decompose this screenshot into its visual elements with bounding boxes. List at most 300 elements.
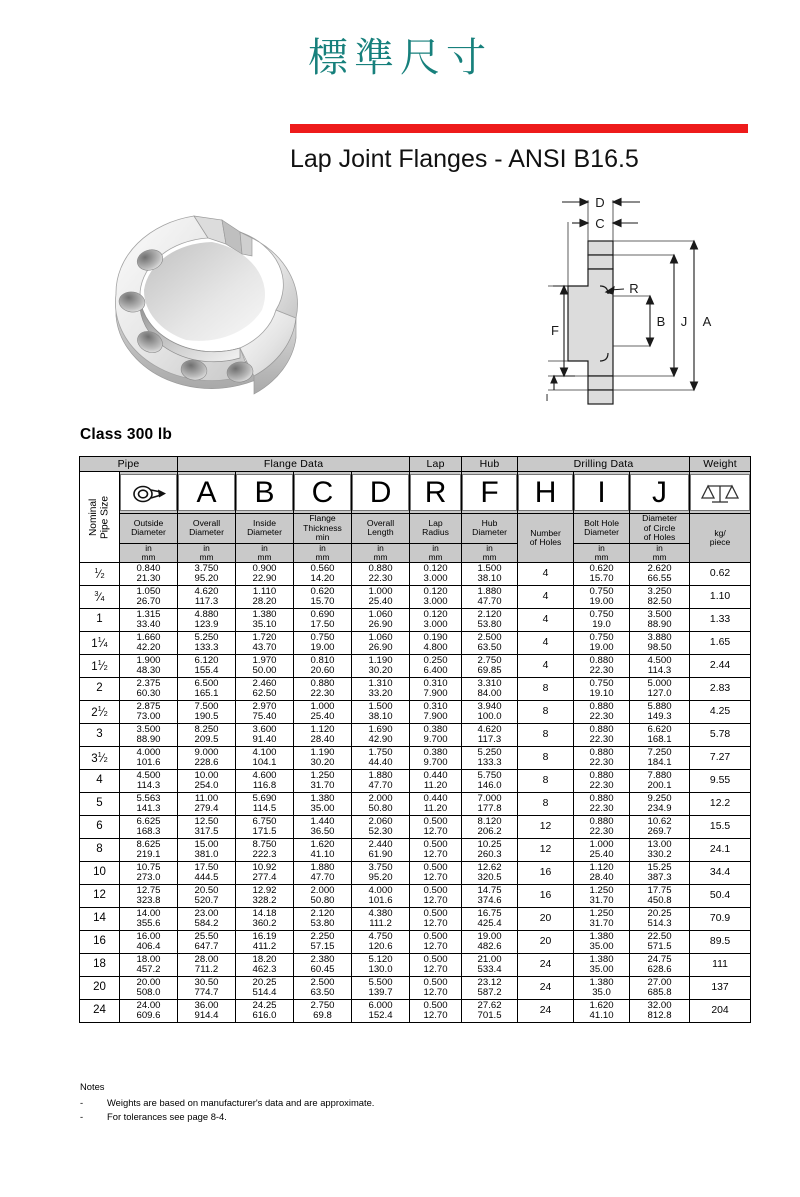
cell-weight: 1.65	[690, 632, 751, 655]
table-row	[80, 586, 751, 609]
cell-flange-thickness: 1.620 41.10	[294, 839, 352, 862]
cell-lap-radius: 0.190 4.800	[410, 632, 462, 655]
cell-number-of-holes: 4	[518, 563, 574, 586]
cell-hub-diameter: 1.880 47.70	[462, 586, 518, 609]
units-bolt-hole-diameter: in mm	[574, 543, 630, 562]
cell-weight: 7.27	[690, 747, 751, 770]
cell-nominal-pipe-size: 10	[80, 862, 120, 885]
cell-outside-diameter: 2.875 73.00	[120, 701, 178, 724]
cell-weight: 15.5	[690, 816, 751, 839]
cell-diameter-of-circle: 6.620 168.1	[630, 724, 690, 747]
cell-flange-thickness: 1.190 30.20	[294, 747, 352, 770]
cell-weight: 9.55	[690, 770, 751, 793]
cell-flange-thickness: 1.880 47.70	[294, 862, 352, 885]
cell-inside-diameter: 4.600 116.8	[236, 770, 294, 793]
cell-hub-diameter: 23.12 587.2	[462, 977, 518, 1000]
cell-nominal-pipe-size: 8	[80, 839, 120, 862]
cell-overall-diameter: 11.00 279.4	[178, 793, 236, 816]
cell-lap-radius: 0.500 12.70	[410, 885, 462, 908]
cell-number-of-holes: 8	[518, 678, 574, 701]
cell-outside-diameter: 14.00 355.6	[120, 908, 178, 931]
table-row	[80, 839, 751, 862]
symbol-cell-I: I	[574, 472, 630, 514]
symbol-cell-R: R	[410, 472, 462, 514]
cell-inside-diameter: 18.20 462.3	[236, 954, 294, 977]
note-text: Weights are based on manufacturer's data and are approximate.	[107, 1096, 375, 1108]
table-description-row	[80, 514, 751, 544]
cell-bolt-hole-diameter: 0.750 19.00	[574, 632, 630, 655]
cell-overall-diameter: 3.750 95.20	[178, 563, 236, 586]
cell-number-of-holes: 4	[518, 586, 574, 609]
cell-diameter-of-circle: 9.250 234.9	[630, 793, 690, 816]
cell-number-of-holes: 24	[518, 1000, 574, 1023]
cell-inside-diameter: 1.720 43.70	[236, 632, 294, 655]
cell-diameter-of-circle: 24.75 628.6	[630, 954, 690, 977]
flange-isometric-illustration	[86, 196, 318, 418]
cell-number-of-holes: 16	[518, 885, 574, 908]
table-units-row	[80, 543, 751, 562]
units-overall-length: in mm	[352, 543, 410, 562]
table-row	[80, 655, 751, 678]
cell-overall-diameter: 8.250 209.5	[178, 724, 236, 747]
table-row	[80, 724, 751, 747]
class-label: Class 300 lb	[80, 426, 173, 443]
cell-diameter-of-circle: 15.25 387.3	[630, 862, 690, 885]
desc-lap-radius: Lap Radius	[410, 514, 462, 544]
cell-flange-thickness: 2.380 60.45	[294, 954, 352, 977]
cell-hub-diameter: 4.620 117.3	[462, 724, 518, 747]
group-header-flange-data: Flange Data	[178, 457, 410, 472]
cell-inside-diameter: 3.600 91.40	[236, 724, 294, 747]
cell-weight: 111	[690, 954, 751, 977]
units-diameter-of-circle: in mm	[630, 543, 690, 562]
cell-flange-thickness: 2.000 50.80	[294, 885, 352, 908]
group-header-pipe: Pipe	[80, 457, 178, 472]
cell-overall-diameter: 25.50 647.7	[178, 931, 236, 954]
cell-lap-radius: 0.380 9.700	[410, 724, 462, 747]
cell-overall-length: 5.120 130.0	[352, 954, 410, 977]
cell-inside-diameter: 4.100 104.1	[236, 747, 294, 770]
cell-flange-thickness: 0.810 20.60	[294, 655, 352, 678]
cell-inside-diameter: 1.970 50.00	[236, 655, 294, 678]
cell-inside-diameter: 1.380 35.10	[236, 609, 294, 632]
cell-inside-diameter: 6.750 171.5	[236, 816, 294, 839]
cell-diameter-of-circle: 20.25 514.3	[630, 908, 690, 931]
cell-lap-radius: 0.500 12.70	[410, 977, 462, 1000]
cell-nominal-pipe-size: 6	[80, 816, 120, 839]
cell-inside-diameter: 12.92 328.2	[236, 885, 294, 908]
cell-nominal-pipe-size: 2	[80, 678, 120, 701]
cell-nominal-pipe-size: 14	[80, 908, 120, 931]
cell-number-of-holes: 20	[518, 931, 574, 954]
cell-weight: 204	[690, 1000, 751, 1023]
desc-flange-thickness: Flange Thickness min	[294, 514, 352, 544]
cell-nominal-pipe-size: 1	[80, 609, 120, 632]
pipe-icon	[120, 474, 177, 511]
cell-overall-length: 6.000 152.4	[352, 1000, 410, 1023]
cell-bolt-hole-diameter: 1.380 35.00	[574, 931, 630, 954]
units-flange-thickness: in mm	[294, 543, 352, 562]
desc-overall-length: Overall Length	[352, 514, 410, 544]
cell-diameter-of-circle: 7.880 200.1	[630, 770, 690, 793]
table-row	[80, 1000, 751, 1023]
accent-bar	[290, 124, 748, 133]
cell-flange-thickness: 1.120 28.40	[294, 724, 352, 747]
symbol-cell-J: J	[630, 472, 690, 514]
cell-weight: 34.4	[690, 862, 751, 885]
cell-lap-radius: 0.120 3.000	[410, 563, 462, 586]
cell-bolt-hole-diameter: 0.750 19.10	[574, 678, 630, 701]
cell-overall-diameter: 6.120 155.4	[178, 655, 236, 678]
cell-hub-diameter: 21.00 533.4	[462, 954, 518, 977]
cell-diameter-of-circle: 13.00 330.2	[630, 839, 690, 862]
cell-flange-thickness: 2.250 57.15	[294, 931, 352, 954]
cell-hub-diameter: 14.75 374.6	[462, 885, 518, 908]
note-text: For tolerances see page 8-4.	[107, 1111, 227, 1123]
cell-inside-diameter: 8.750 222.3	[236, 839, 294, 862]
cell-lap-radius: 0.120 3.000	[410, 586, 462, 609]
table-row	[80, 747, 751, 770]
cell-nominal-pipe-size: 20	[80, 977, 120, 1000]
table-row	[80, 770, 751, 793]
table-row	[80, 908, 751, 931]
cell-hub-diameter: 3.310 84.00	[462, 678, 518, 701]
dim-label-B: B	[656, 314, 666, 329]
cell-overall-length: 3.750 95.20	[352, 862, 410, 885]
note-dash: -	[80, 1111, 84, 1123]
symbol-cell-D: D	[352, 472, 410, 514]
cell-outside-diameter: 2.375 60.30	[120, 678, 178, 701]
cell-outside-diameter: 24.00 609.6	[120, 1000, 178, 1023]
cell-nominal-pipe-size: 16	[80, 931, 120, 954]
cell-inside-diameter: 2.970 75.40	[236, 701, 294, 724]
cell-outside-diameter: 8.625 219.1	[120, 839, 178, 862]
dim-label-A: A	[702, 314, 712, 329]
units-outside-diameter: in mm	[120, 543, 178, 562]
cell-lap-radius: 0.310 7.900	[410, 701, 462, 724]
cell-weight: 70.9	[690, 908, 751, 931]
cell-weight: 137	[690, 977, 751, 1000]
cell-number-of-holes: 24	[518, 977, 574, 1000]
cell-outside-diameter: 1.660 42.20	[120, 632, 178, 655]
symbol-cell-weight	[690, 472, 751, 514]
table-row	[80, 701, 751, 724]
cell-flange-thickness: 1.250 31.70	[294, 770, 352, 793]
cell-weight: 24.1	[690, 839, 751, 862]
table-row	[80, 563, 751, 586]
cell-overall-length: 1.690 42.90	[352, 724, 410, 747]
cell-hub-diameter: 2.120 53.80	[462, 609, 518, 632]
cell-weight: 50.4	[690, 885, 751, 908]
group-header-drilling-data: Drilling Data	[518, 457, 690, 472]
cell-nominal-pipe-size: $^1$⁄2	[80, 563, 120, 586]
cell-bolt-hole-diameter: 1.380 35.0	[574, 977, 630, 1000]
cell-weight: 89.5	[690, 931, 751, 954]
cell-outside-diameter: 1.315 33.40	[120, 609, 178, 632]
cell-lap-radius: 0.440 11.20	[410, 770, 462, 793]
cell-number-of-holes: 8	[518, 793, 574, 816]
cell-flange-thickness: 0.560 14.20	[294, 563, 352, 586]
cell-lap-radius: 0.120 3.000	[410, 609, 462, 632]
cell-overall-diameter: 7.500 190.5	[178, 701, 236, 724]
cell-weight: 2.83	[690, 678, 751, 701]
cell-overall-diameter: 15.00 381.0	[178, 839, 236, 862]
cell-number-of-holes: 12	[518, 839, 574, 862]
cell-lap-radius: 0.500 12.70	[410, 816, 462, 839]
cell-bolt-hole-diameter: 0.880 22.30	[574, 793, 630, 816]
cell-weight: 5.78	[690, 724, 751, 747]
cell-inside-diameter: 10.92 277.4	[236, 862, 294, 885]
cell-flange-thickness: 2.500 63.50	[294, 977, 352, 1000]
cell-hub-diameter: 10.25 260.3	[462, 839, 518, 862]
cell-nominal-pipe-size: 5	[80, 793, 120, 816]
cell-diameter-of-circle: 22.50 571.5	[630, 931, 690, 954]
scale-icon	[690, 474, 750, 511]
cell-lap-radius: 0.500 12.70	[410, 862, 462, 885]
cell-overall-length: 4.750 120.6	[352, 931, 410, 954]
dim-label-C: C	[595, 216, 605, 231]
dim-label-R: R	[629, 281, 639, 296]
cell-nominal-pipe-size: 12	[80, 885, 120, 908]
cell-flange-thickness: 0.880 22.30	[294, 678, 352, 701]
symbol-cell-B: B	[236, 472, 294, 514]
cell-number-of-holes: 4	[518, 632, 574, 655]
cell-nominal-pipe-size: $1^1⁄4$	[80, 632, 120, 655]
cell-bolt-hole-diameter: 0.880 22.30	[574, 747, 630, 770]
group-header-weight: Weight	[690, 457, 751, 472]
cell-outside-diameter: 1.050 26.70	[120, 586, 178, 609]
cell-inside-diameter: 0.900 22.90	[236, 563, 294, 586]
cell-outside-diameter: 3.500 88.90	[120, 724, 178, 747]
table-row	[80, 885, 751, 908]
group-header-hub: Hub	[462, 457, 518, 472]
cell-number-of-holes: 8	[518, 724, 574, 747]
cell-diameter-of-circle: 17.75 450.8	[630, 885, 690, 908]
cell-weight: 0.62	[690, 563, 751, 586]
table-symbol-row	[80, 472, 751, 514]
desc-diameter-of-circle: Diameter of Circle of Holes	[630, 514, 690, 544]
cell-bolt-hole-diameter: 1.380 35.00	[574, 954, 630, 977]
cell-overall-diameter: 20.50 520.7	[178, 885, 236, 908]
cell-flange-thickness: 2.750 69.8	[294, 1000, 352, 1023]
cell-overall-length: 0.880 22.30	[352, 563, 410, 586]
cell-nominal-pipe-size: $2^1⁄2$	[80, 701, 120, 724]
cell-hub-diameter: 2.750 69.85	[462, 655, 518, 678]
cell-inside-diameter: 16.19 411.2	[236, 931, 294, 954]
cell-inside-diameter: 20.25 514.4	[236, 977, 294, 1000]
cell-diameter-of-circle: 3.500 88.90	[630, 609, 690, 632]
cell-diameter-of-circle: 4.500 114.3	[630, 655, 690, 678]
cell-number-of-holes: 24	[518, 954, 574, 977]
symbol-cell-pipe	[120, 472, 178, 514]
cell-flange-thickness: 1.000 25.40	[294, 701, 352, 724]
cell-outside-diameter: 16.00 406.4	[120, 931, 178, 954]
cell-flange-thickness: 2.120 53.80	[294, 908, 352, 931]
cell-flange-thickness: 0.750 19.00	[294, 632, 352, 655]
page-title-cn: 標準尺寸	[308, 35, 492, 81]
cell-flange-thickness: 1.440 36.50	[294, 816, 352, 839]
cell-overall-length: 2.000 50.80	[352, 793, 410, 816]
cell-overall-diameter: 6.500 165.1	[178, 678, 236, 701]
symbol-cell-C: C	[294, 472, 352, 514]
desc-weight-units: kg/ piece	[690, 514, 751, 563]
cell-bolt-hole-diameter: 0.880 22.30	[574, 770, 630, 793]
table-row	[80, 609, 751, 632]
cell-overall-diameter: 5.250 133.3	[178, 632, 236, 655]
cell-flange-thickness: 0.690 17.50	[294, 609, 352, 632]
group-header-lap: Lap	[410, 457, 462, 472]
cell-inside-diameter: 1.110 28.20	[236, 586, 294, 609]
cell-nominal-pipe-size: 18	[80, 954, 120, 977]
table-row	[80, 816, 751, 839]
note-item	[80, 1110, 680, 1125]
desc-hub-diameter: Hub Diameter	[462, 514, 518, 544]
units-inside-diameter: in mm	[236, 543, 294, 562]
cell-overall-length: 4.380 111.2	[352, 908, 410, 931]
cell-overall-length: 1.000 25.40	[352, 586, 410, 609]
cell-lap-radius: 0.500 12.70	[410, 839, 462, 862]
cell-overall-diameter: 12.50 317.5	[178, 816, 236, 839]
cell-bolt-hole-diameter: 0.620 15.70	[574, 563, 630, 586]
symbol-cell-H: H	[518, 472, 574, 514]
cell-lap-radius: 0.500 12.70	[410, 931, 462, 954]
cell-diameter-of-circle: 5.880 149.3	[630, 701, 690, 724]
notes-section	[80, 1080, 680, 1125]
cell-overall-length: 2.060 52.30	[352, 816, 410, 839]
cell-bolt-hole-diameter: 1.120 28.40	[574, 862, 630, 885]
notes-title: Notes	[80, 1081, 105, 1092]
desc-number-of-holes: Number of Holes	[518, 514, 574, 563]
cell-bolt-hole-diameter: 1.000 25.40	[574, 839, 630, 862]
dim-label-I: I	[545, 393, 549, 404]
cell-diameter-of-circle: 10.62 269.7	[630, 816, 690, 839]
cell-number-of-holes: 8	[518, 770, 574, 793]
cell-overall-diameter: 4.880 123.9	[178, 609, 236, 632]
table-body	[80, 563, 751, 1023]
cell-number-of-holes: 8	[518, 701, 574, 724]
cell-inside-diameter: 24.25 616.0	[236, 1000, 294, 1023]
cell-overall-diameter: 28.00 711.2	[178, 954, 236, 977]
cell-nominal-pipe-size: 4	[80, 770, 120, 793]
cell-bolt-hole-diameter: 0.880 22.30	[574, 816, 630, 839]
cell-bolt-hole-diameter: 1.620 41.10	[574, 1000, 630, 1023]
cell-lap-radius: 0.500 12.70	[410, 908, 462, 931]
desc-outside-diameter: Outside Diameter	[120, 514, 178, 544]
cell-overall-length: 4.000 101.6	[352, 885, 410, 908]
cell-diameter-of-circle: 27.00 685.8	[630, 977, 690, 1000]
flange-section-drawing	[528, 186, 728, 411]
cell-diameter-of-circle: 5.000 127.0	[630, 678, 690, 701]
cell-flange-thickness: 1.380 35.00	[294, 793, 352, 816]
symbol-cell-F: F	[462, 472, 518, 514]
cell-outside-diameter: 6.625 168.3	[120, 816, 178, 839]
cell-outside-diameter: 1.900 48.30	[120, 655, 178, 678]
cell-inside-diameter: 14.18 360.2	[236, 908, 294, 931]
note-dash: -	[80, 1096, 84, 1108]
symbol-cell-A: A	[178, 472, 236, 514]
cell-lap-radius: 0.310 7.900	[410, 678, 462, 701]
table-row	[80, 793, 751, 816]
table-row	[80, 678, 751, 701]
cell-diameter-of-circle: 2.620 66.55	[630, 563, 690, 586]
cell-overall-length: 1.750 44.40	[352, 747, 410, 770]
cell-hub-diameter: 5.750 146.0	[462, 770, 518, 793]
cell-number-of-holes: 12	[518, 816, 574, 839]
table-group-header-row	[80, 457, 751, 472]
cell-number-of-holes: 4	[518, 609, 574, 632]
cell-hub-diameter: 3.940 100.0	[462, 701, 518, 724]
cell-overall-length: 1.060 26.90	[352, 609, 410, 632]
nominal-pipe-size-header: Nominal Pipe Size	[80, 472, 120, 563]
cell-weight: 4.25	[690, 701, 751, 724]
cell-lap-radius: 0.440 11.20	[410, 793, 462, 816]
cell-hub-diameter: 19.00 482.6	[462, 931, 518, 954]
cell-overall-diameter: 30.50 774.7	[178, 977, 236, 1000]
note-item	[80, 1096, 680, 1111]
cell-overall-length: 1.310 33.20	[352, 678, 410, 701]
cell-overall-length: 1.060 26.90	[352, 632, 410, 655]
cell-bolt-hole-diameter: 0.880 22.30	[574, 724, 630, 747]
cell-hub-diameter: 8.120 206.2	[462, 816, 518, 839]
cell-number-of-holes: 4	[518, 655, 574, 678]
desc-overall-diameter: Overall Diameter	[178, 514, 236, 544]
page-title: Lap Joint Flanges - ANSI B16.5	[290, 145, 639, 173]
cell-hub-diameter: 12.62 320.5	[462, 862, 518, 885]
dim-label-J: J	[680, 314, 688, 329]
cell-outside-diameter: 5.563 141.3	[120, 793, 178, 816]
cell-outside-diameter: 0.840 21.30	[120, 563, 178, 586]
cell-lap-radius: 0.250 6.400	[410, 655, 462, 678]
cell-overall-diameter: 10.00 254.0	[178, 770, 236, 793]
cell-lap-radius: 0.500 12.70	[410, 1000, 462, 1023]
cell-hub-diameter: 27.62 701.5	[462, 1000, 518, 1023]
units-lap-radius: in mm	[410, 543, 462, 562]
desc-inside-diameter: Inside Diameter	[236, 514, 294, 544]
cell-outside-diameter: 12.75 323.8	[120, 885, 178, 908]
cell-nominal-pipe-size: $1^1⁄2$	[80, 655, 120, 678]
cell-bolt-hole-diameter: 0.750 19.00	[574, 586, 630, 609]
cell-weight: 1.33	[690, 609, 751, 632]
cell-overall-length: 1.500 38.10	[352, 701, 410, 724]
cell-hub-diameter: 5.250 133.3	[462, 747, 518, 770]
cell-overall-diameter: 17.50 444.5	[178, 862, 236, 885]
dim-label-D: D	[595, 195, 605, 210]
table-row	[80, 862, 751, 885]
dim-label-F: F	[551, 323, 559, 338]
cell-outside-diameter: 20.00 508.0	[120, 977, 178, 1000]
cell-flange-thickness: 0.620 15.70	[294, 586, 352, 609]
cell-nominal-pipe-size: 24	[80, 1000, 120, 1023]
cell-overall-diameter: 9.000 228.6	[178, 747, 236, 770]
cell-overall-length: 2.440 61.90	[352, 839, 410, 862]
cell-bolt-hole-diameter: 0.880 22.30	[574, 701, 630, 724]
cell-nominal-pipe-size: 3	[80, 724, 120, 747]
cell-overall-length: 5.500 139.7	[352, 977, 410, 1000]
cell-bolt-hole-diameter: 1.250 31.70	[574, 908, 630, 931]
cell-bolt-hole-diameter: 0.750 19.0	[574, 609, 630, 632]
cell-number-of-holes: 16	[518, 862, 574, 885]
cell-bolt-hole-diameter: 1.250 31.70	[574, 885, 630, 908]
cell-number-of-holes: 20	[518, 908, 574, 931]
units-overall-diameter: in mm	[178, 543, 236, 562]
cell-lap-radius: 0.500 12.70	[410, 954, 462, 977]
units-hub-diameter: in mm	[462, 543, 518, 562]
cell-weight: 1.10	[690, 586, 751, 609]
cell-diameter-of-circle: 3.250 82.50	[630, 586, 690, 609]
cell-diameter-of-circle: 32.00 812.8	[630, 1000, 690, 1023]
cell-overall-diameter: 23.00 584.2	[178, 908, 236, 931]
cell-outside-diameter: 4.000 101.6	[120, 747, 178, 770]
